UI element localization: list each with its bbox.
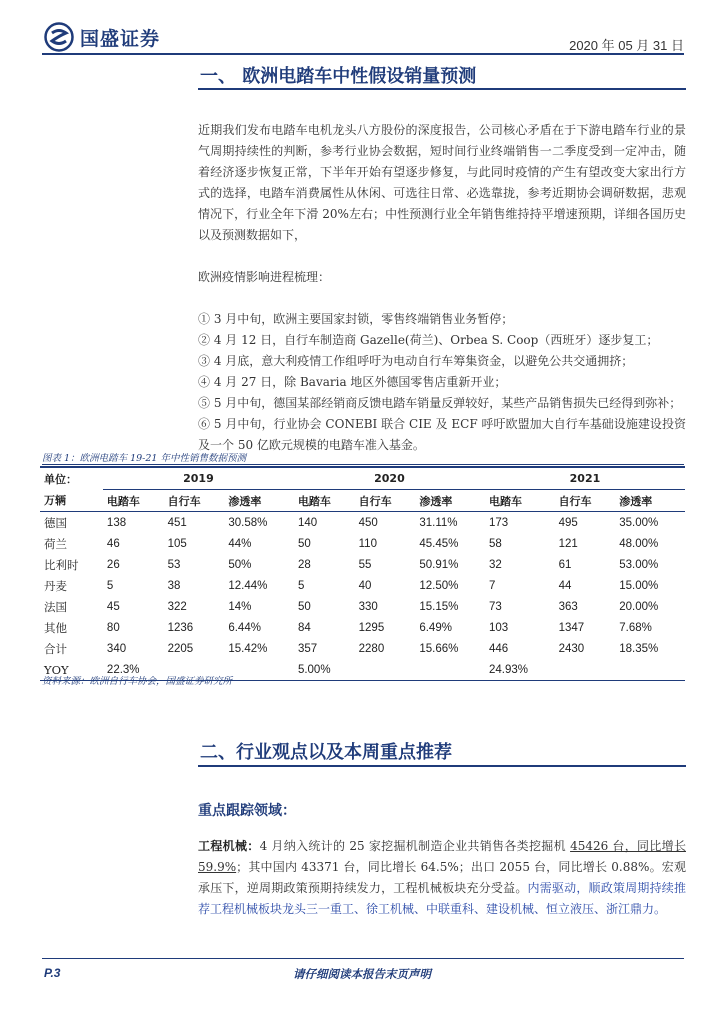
table-cell: 61 bbox=[558, 558, 572, 571]
table-cell: 103 bbox=[488, 621, 509, 634]
machinery-paragraph bbox=[198, 836, 686, 920]
table-body bbox=[40, 512, 685, 681]
table-cell: 495 bbox=[558, 516, 578, 529]
table-cell bbox=[355, 659, 416, 681]
table-cell: 50.91% bbox=[419, 558, 459, 571]
table-cell: 138 bbox=[106, 516, 127, 529]
section2-underline bbox=[198, 765, 686, 767]
table-cell: 15.66% bbox=[419, 642, 459, 655]
table-cell: 5.00% bbox=[294, 659, 355, 681]
table-cell: 7.68% bbox=[619, 621, 652, 634]
year-header: 2020 bbox=[294, 467, 485, 490]
table-cell: 44 bbox=[558, 579, 572, 592]
report-date: 2020 年 05 月 31 日 bbox=[569, 38, 684, 53]
machinery-text-2: ；其中国内 43371 台，同比增长 64.5%；出口 2055 台，同比增长 0.88%。宏观承压下，逆周期政策预期持续发力，工程机械板块充分受益。 bbox=[198, 860, 686, 895]
column-header: 自行车 bbox=[355, 490, 416, 512]
year-header: 2019 bbox=[103, 467, 294, 490]
table-row bbox=[40, 512, 685, 534]
table-cell: 1236 bbox=[167, 621, 194, 634]
table-cell: 24.93% bbox=[485, 659, 555, 681]
table-caption: 图表 1：欧洲电踏车 19-21 年中性销售数据预测 bbox=[42, 453, 246, 464]
footer-rule bbox=[42, 958, 684, 959]
section1-title: 一、 欧洲电踏车中性假设销量预测 bbox=[200, 66, 477, 87]
table-cell: 58 bbox=[488, 537, 502, 550]
column-header: 电踏车 bbox=[485, 490, 555, 512]
company-logo bbox=[44, 20, 164, 54]
table-cell: 80 bbox=[106, 621, 120, 634]
table-cell: 44% bbox=[228, 537, 252, 550]
row-label: 丹麦 bbox=[44, 578, 67, 593]
table-cell: 6.49% bbox=[419, 621, 452, 634]
column-header: 自行车 bbox=[164, 490, 225, 512]
table-cell: 22.3% bbox=[103, 659, 164, 681]
table-cell: 32 bbox=[488, 558, 502, 571]
row-label: 其他 bbox=[44, 620, 67, 635]
table-cell: 446 bbox=[488, 642, 509, 655]
table-cell: 31.11% bbox=[419, 516, 458, 529]
section1-underline bbox=[198, 88, 686, 90]
header-rule bbox=[42, 53, 684, 55]
table-cell: 110 bbox=[358, 537, 377, 550]
table-row bbox=[40, 617, 685, 638]
table-cell: 5 bbox=[297, 579, 305, 592]
unit-label: 单位： bbox=[40, 467, 103, 490]
table-cell: 450 bbox=[358, 516, 378, 529]
table-cell: 55 bbox=[358, 558, 372, 571]
table-cell: 50% bbox=[228, 558, 252, 571]
table-row bbox=[40, 554, 685, 575]
table-cell: 15.42% bbox=[228, 642, 268, 655]
table-cell: 2430 bbox=[558, 642, 585, 655]
row-label: YOY bbox=[40, 659, 103, 681]
machinery-lead: 工程机械： bbox=[198, 839, 260, 853]
table-cell: 5 bbox=[106, 579, 114, 592]
caption-rule bbox=[42, 464, 684, 465]
table-cell: 50 bbox=[297, 600, 311, 613]
table-cell: 340 bbox=[106, 642, 127, 655]
table-cell: 50 bbox=[297, 537, 311, 550]
row-label: 比利时 bbox=[44, 557, 79, 572]
table-cell bbox=[224, 659, 294, 681]
section2-title: 二、行业观点以及本周重点推荐 bbox=[200, 742, 452, 763]
year-header-row bbox=[40, 467, 685, 490]
table-cell: 48.00% bbox=[619, 537, 659, 550]
table-cell: 6.44% bbox=[228, 621, 261, 634]
row-label: 德国 bbox=[44, 515, 67, 530]
table-row bbox=[40, 596, 685, 617]
list-heading: 欧洲疫情影响进程梳理： bbox=[198, 270, 331, 284]
column-header: 渗透率 bbox=[615, 490, 685, 512]
table-cell: 30.58% bbox=[228, 516, 268, 529]
table-row bbox=[40, 533, 685, 554]
column-header: 电踏车 bbox=[294, 490, 355, 512]
table-cell: 2205 bbox=[167, 642, 194, 655]
table-cell: 12.50% bbox=[419, 579, 459, 592]
table-cell: 20.00% bbox=[619, 600, 659, 613]
table-source: 资料来源：欧洲自行车协会，国盛证券研究所 bbox=[42, 676, 233, 687]
table-cell: 15.00% bbox=[619, 579, 659, 592]
table-cell: 330 bbox=[358, 600, 378, 613]
table-cell: 322 bbox=[167, 600, 187, 613]
list-item: ① 3 月中旬，欧洲主要国家封锁，零售终端销售业务暂停； bbox=[198, 312, 514, 326]
table-cell: 26 bbox=[106, 558, 120, 571]
list-item: ⑤ 5 月中旬，德国某部经销商反馈电踏车销量反弹较好，某些产品销售损失已经得到弥补； bbox=[198, 396, 682, 410]
column-header: 渗透率 bbox=[415, 490, 485, 512]
table-cell: 105 bbox=[167, 537, 187, 550]
list-item: ⑥ 5 月中旬，行业协会 CONEBI 联合 CIE 及 ECF 呼吁欧盟加大自行车基础设施建设投资及一个 50 亿欧元规模的电踏车准入基金。 bbox=[198, 417, 686, 452]
section1-body bbox=[198, 120, 686, 456]
table-cell: 363 bbox=[558, 600, 578, 613]
table-cell: 7 bbox=[488, 579, 496, 592]
table-cell: 1295 bbox=[358, 621, 385, 634]
table-cell: 12.44% bbox=[228, 579, 268, 592]
table-cell: 35.00% bbox=[619, 516, 659, 529]
table-cell: 46 bbox=[106, 537, 120, 550]
column-header-row bbox=[40, 490, 685, 512]
table-cell: 45.45% bbox=[419, 537, 459, 550]
footer-disclaimer: 请仔细阅读本报告末页声明 bbox=[293, 967, 431, 981]
table-cell: 173 bbox=[488, 516, 509, 529]
table-cell: 357 bbox=[297, 642, 318, 655]
year-header: 2021 bbox=[485, 467, 685, 490]
table-cell: 28 bbox=[297, 558, 311, 571]
table-cell: 53.00% bbox=[619, 558, 659, 571]
sales-forecast-table bbox=[40, 466, 685, 681]
table-cell: 15.15% bbox=[419, 600, 459, 613]
table-cell: 40 bbox=[358, 579, 372, 592]
row-label: 合计 bbox=[44, 641, 67, 656]
logo-icon bbox=[44, 22, 74, 52]
table-cell bbox=[615, 659, 685, 681]
table-cell: 38 bbox=[167, 579, 181, 592]
page-number: P.3 bbox=[44, 966, 61, 980]
table-cell: 45 bbox=[106, 600, 120, 613]
table-row bbox=[40, 575, 685, 596]
table-cell: 121 bbox=[558, 537, 578, 550]
list-item: ④ 4 月 27 日，除 Bavaria 地区外德国零售店重新开业； bbox=[198, 375, 507, 389]
brand-name: 国盛证券 bbox=[80, 27, 161, 50]
list-item: ③ 4 月底，意大利疫情工作组呼吁为电动自行车筹集资金，以避免公共交通拥挤； bbox=[198, 354, 634, 368]
progress-list bbox=[198, 309, 686, 456]
row-label: 法国 bbox=[44, 599, 67, 614]
table-cell bbox=[415, 659, 485, 681]
column-header: 电踏车 bbox=[103, 490, 164, 512]
column-header: 自行车 bbox=[555, 490, 616, 512]
machinery-recommendation: 内需驱动，顺政策周期持续推荐工程机械板块龙头三一重工、徐工机械、中联重科、建设机械、恒立液压、浙江鼎力。 bbox=[198, 881, 686, 916]
table-cell: 451 bbox=[167, 516, 187, 529]
table-cell: 53 bbox=[167, 558, 181, 571]
table-cell: 2280 bbox=[358, 642, 385, 655]
table-cell: 18.35% bbox=[619, 642, 659, 655]
list-item: ② 4 月 12 日，自行车制造商 Gazelle(荷兰)、Orbea S. Coop（西班牙）逐步复工； bbox=[198, 333, 659, 347]
machinery-text-1: 4 月纳入统计的 25 家挖掘机制造企业共销售各类挖掘机 bbox=[259, 839, 571, 853]
table-cell bbox=[555, 659, 616, 681]
focus-areas-heading: 重点跟踪领域： bbox=[198, 803, 296, 819]
table-cell: 140 bbox=[297, 516, 318, 529]
intro-paragraph: 近期我们发布电踏车电机龙头八方股份的深度报告，公司核心矛盾在于下游电踏车行业的景气周期持续性的判断，参考行业协会数据，短时间行业终端销售一二季度受到一定冲击，随着经济逐步恢复正常，下半年开始有望逐步修复，与此同时疫情的产生有望改变大家出行方式的选择，电踏车消费属性从休闲、可选往日常、必选靠拢，参考近期协会调研数据，悲观情况下，行业全年下滑 20%左右；中性预测行业全年销售维持持平增速预期，详细各国历史以及预测数据如下， bbox=[198, 123, 686, 242]
machinery-highlight: 45426 台，同比增长 59.9% bbox=[198, 839, 686, 874]
row-label: 荷兰 bbox=[44, 536, 67, 551]
table-cell: 14% bbox=[228, 600, 252, 613]
unit-label: 万辆 bbox=[40, 490, 103, 512]
table-cell: 1347 bbox=[558, 621, 585, 634]
table-row bbox=[40, 638, 685, 659]
table-cell: 73 bbox=[488, 600, 502, 613]
table-cell: 84 bbox=[297, 621, 311, 634]
column-header: 渗透率 bbox=[224, 490, 294, 512]
